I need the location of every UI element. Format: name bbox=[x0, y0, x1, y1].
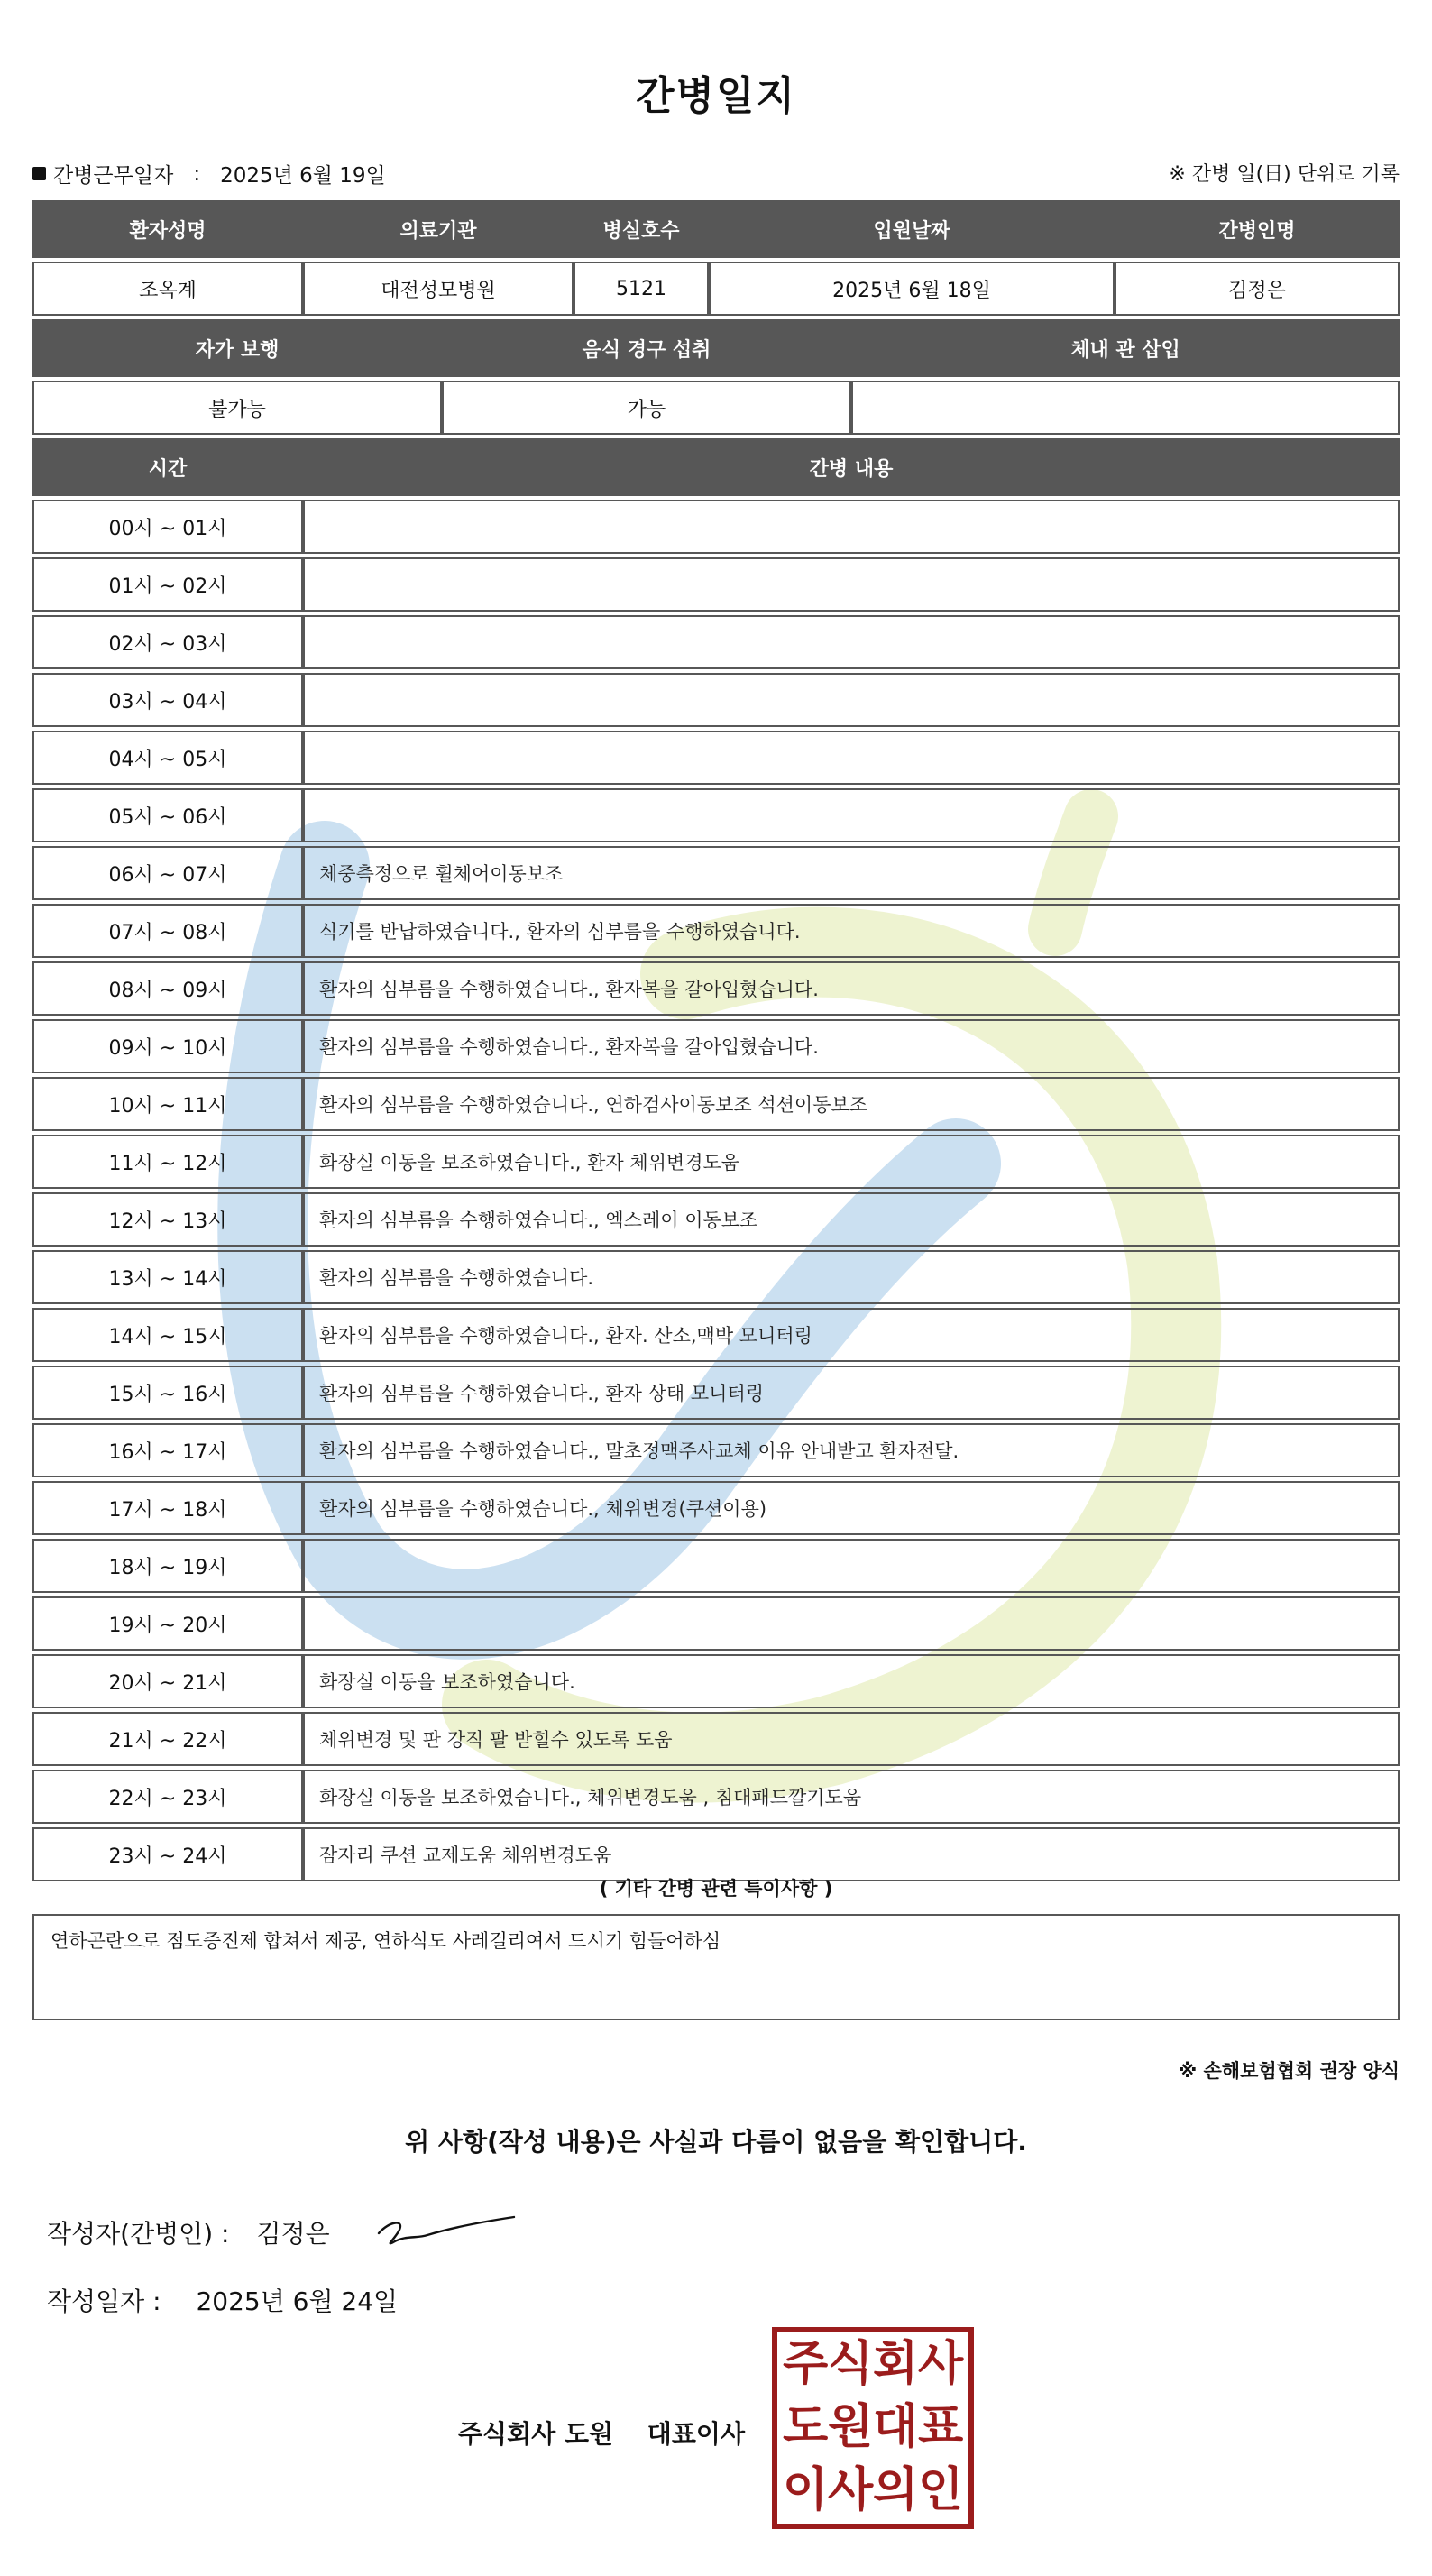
oral-intake-value: 가능 bbox=[442, 381, 851, 435]
log-note-cell bbox=[303, 557, 1400, 612]
confirm-statement: 위 사항(작성 내용)은 사실과 다름이 없음을 확인합니다. bbox=[405, 2127, 1027, 2157]
care-log-table bbox=[32, 435, 1400, 1885]
hospital-name: 대전성모병원 bbox=[303, 262, 574, 316]
seal-character: 식 bbox=[828, 2337, 874, 2391]
company-seal-stamp bbox=[772, 2327, 974, 2529]
care-log-body bbox=[32, 500, 1400, 1881]
care-log-row bbox=[32, 615, 1400, 669]
patient-info-table bbox=[32, 197, 1400, 319]
log-time-cell: 20시 ~ 21시 bbox=[32, 1654, 303, 1708]
writer-label: 작성자(간병인) : bbox=[47, 2219, 230, 2249]
writer-name: 김정은 bbox=[256, 2219, 330, 2249]
company-representative-title: 대표이사 bbox=[647, 2419, 745, 2449]
log-note-cell bbox=[303, 1539, 1400, 1593]
room-number: 5121 bbox=[574, 262, 709, 316]
seal-character: 원 bbox=[828, 2400, 874, 2454]
care-log-row bbox=[32, 1539, 1400, 1593]
care-log-row bbox=[32, 1712, 1400, 1766]
seal-row bbox=[777, 2332, 968, 2396]
log-time-cell: 19시 ~ 20시 bbox=[32, 1596, 303, 1651]
writer-line bbox=[47, 2214, 330, 2250]
header-oral-intake: 음식 경구 섭취 bbox=[442, 319, 851, 377]
log-time-cell: 01시 ~ 02시 bbox=[32, 557, 303, 612]
log-note-cell bbox=[303, 731, 1400, 785]
log-note-cell bbox=[303, 500, 1400, 554]
patient-status-value-row bbox=[32, 381, 1400, 435]
care-log-row bbox=[32, 1077, 1400, 1131]
care-log-row bbox=[32, 904, 1400, 958]
unit-note: ※ 간병 일(日) 단위로 기록 bbox=[1169, 163, 1400, 186]
remarks-title: ( 기타 간병 관련 특이사항 ) bbox=[599, 1878, 833, 1900]
seal-row bbox=[777, 2459, 968, 2522]
log-note-cell: 화장실 이동을 보조하였습니다. bbox=[303, 1654, 1400, 1708]
log-time-cell: 10시 ~ 11시 bbox=[32, 1077, 303, 1131]
company-name: 주식회사 도원 bbox=[458, 2419, 614, 2449]
log-time-cell: 17시 ~ 18시 bbox=[32, 1481, 303, 1535]
care-log-row bbox=[32, 961, 1400, 1016]
bullet-square-icon bbox=[32, 167, 46, 180]
log-note-cell: 환자의 심부름을 수행하였습니다. bbox=[303, 1250, 1400, 1304]
document-title: 간병일지 bbox=[635, 73, 796, 119]
log-note-cell: 환자의 심부름을 수행하였습니다., 환자. 산소,맥박 모니터링 bbox=[303, 1308, 1400, 1362]
care-log-row bbox=[32, 1770, 1400, 1824]
log-note-cell bbox=[303, 788, 1400, 842]
patient-status-table bbox=[32, 316, 1400, 438]
care-log-header-row bbox=[32, 438, 1400, 496]
caregiver-name: 김정은 bbox=[1115, 262, 1400, 316]
log-note-cell: 식기를 반납하였습니다., 환자의 심부름을 수행하였습니다. bbox=[303, 904, 1400, 958]
written-date-line bbox=[47, 2282, 398, 2318]
log-time-cell: 03시 ~ 04시 bbox=[32, 673, 303, 727]
work-date-line bbox=[32, 159, 386, 189]
log-time-cell: 04시 ~ 05시 bbox=[32, 731, 303, 785]
seal-character: 이 bbox=[783, 2463, 829, 2517]
log-note-cell: 환자의 심부름을 수행하였습니다., 환자 상태 모니터링 bbox=[303, 1366, 1400, 1420]
written-date-value: 2025년 6월 24일 bbox=[196, 2286, 399, 2316]
header-care-content: 간병 내용 bbox=[303, 438, 1400, 496]
seal-character: 인 bbox=[918, 2463, 964, 2517]
log-time-cell: 21시 ~ 22시 bbox=[32, 1712, 303, 1766]
log-time-cell: 09시 ~ 10시 bbox=[32, 1019, 303, 1073]
log-time-cell: 12시 ~ 13시 bbox=[32, 1192, 303, 1247]
care-log-row bbox=[32, 1135, 1400, 1189]
seal-character: 대 bbox=[873, 2400, 919, 2454]
work-date-label: 간병근무일자 bbox=[53, 164, 174, 188]
seal-character: 사 bbox=[918, 2337, 964, 2391]
header-time: 시간 bbox=[32, 438, 303, 496]
work-date-value: 2025년 6월 19일 bbox=[220, 164, 386, 188]
care-log-row bbox=[32, 1019, 1400, 1073]
log-note-cell: 체위변경 및 판 강직 팔 받힐수 있도록 도움 bbox=[303, 1712, 1400, 1766]
header-room-number: 병실호수 bbox=[574, 200, 709, 258]
care-log-row bbox=[32, 1827, 1400, 1881]
care-log-row bbox=[32, 1308, 1400, 1362]
admission-date: 2025년 6월 18일 bbox=[709, 262, 1115, 316]
log-note-cell bbox=[303, 615, 1400, 669]
log-note-cell: 환자의 심부름을 수행하였습니다., 환자복을 갈아입혔습니다. bbox=[303, 1019, 1400, 1073]
log-note-cell: 화장실 이동을 보조하였습니다., 체위변경도움 , 침대패드깔기도움 bbox=[303, 1770, 1400, 1824]
log-time-cell: 02시 ~ 03시 bbox=[32, 615, 303, 669]
log-time-cell: 16시 ~ 17시 bbox=[32, 1423, 303, 1477]
seal-character: 주 bbox=[783, 2337, 829, 2391]
log-time-cell: 05시 ~ 06시 bbox=[32, 788, 303, 842]
log-note-cell: 환자의 심부름을 수행하였습니다., 체위변경(쿠션이용) bbox=[303, 1481, 1400, 1535]
seal-character: 회 bbox=[873, 2337, 919, 2391]
seal-row bbox=[777, 2396, 968, 2459]
log-time-cell: 18시 ~ 19시 bbox=[32, 1539, 303, 1593]
form-note: ※ 손해보험협회 권장 양식 bbox=[1178, 2060, 1400, 2082]
header-tube-insertion: 체내 관 삽입 bbox=[851, 319, 1400, 377]
seal-character: 사 bbox=[828, 2463, 874, 2517]
care-log-row bbox=[32, 846, 1400, 900]
header-admission-date: 입원날짜 bbox=[709, 200, 1115, 258]
patient-name: 조옥계 bbox=[32, 262, 303, 316]
care-log-row bbox=[32, 731, 1400, 785]
work-date-colon: : bbox=[193, 161, 201, 186]
care-log-row bbox=[32, 1654, 1400, 1708]
care-log-row bbox=[32, 1366, 1400, 1420]
header-self-walking: 자가 보행 bbox=[32, 319, 442, 377]
header-patient-name: 환자성명 bbox=[32, 200, 303, 258]
log-time-cell: 11시 ~ 12시 bbox=[32, 1135, 303, 1189]
log-time-cell: 14시 ~ 15시 bbox=[32, 1308, 303, 1362]
seal-character: 표 bbox=[918, 2400, 964, 2454]
signature-icon bbox=[370, 2208, 523, 2253]
company-line bbox=[458, 2415, 745, 2451]
seal-character: 의 bbox=[873, 2463, 919, 2517]
log-time-cell: 23시 ~ 24시 bbox=[32, 1827, 303, 1881]
care-log-row bbox=[32, 1423, 1400, 1477]
care-log-row bbox=[32, 1596, 1400, 1651]
log-note-cell: 화장실 이동을 보조하였습니다., 환자 체위변경도움 bbox=[303, 1135, 1400, 1189]
patient-info-header-row bbox=[32, 200, 1400, 258]
seal-character: 도 bbox=[783, 2400, 829, 2454]
log-note-cell bbox=[303, 673, 1400, 727]
remarks-box: 연하곤란으로 점도증진제 합쳐서 제공, 연하식도 사레걸리여서 드시기 힘들어하심 bbox=[32, 1914, 1400, 2020]
log-time-cell: 22시 ~ 23시 bbox=[32, 1770, 303, 1824]
log-time-cell: 08시 ~ 09시 bbox=[32, 961, 303, 1016]
header-hospital: 의료기관 bbox=[303, 200, 574, 258]
log-time-cell: 15시 ~ 16시 bbox=[32, 1366, 303, 1420]
log-time-cell: 07시 ~ 08시 bbox=[32, 904, 303, 958]
care-log-row bbox=[32, 788, 1400, 842]
log-note-cell: 잠자리 쿠션 교제도움 체위변경도움 bbox=[303, 1827, 1400, 1881]
log-time-cell: 06시 ~ 07시 bbox=[32, 846, 303, 900]
self-walking-value: 불가능 bbox=[32, 381, 442, 435]
header-caregiver-name: 간병인명 bbox=[1115, 200, 1400, 258]
care-log-row bbox=[32, 1192, 1400, 1247]
care-log-row bbox=[32, 557, 1400, 612]
care-log-row bbox=[32, 1481, 1400, 1535]
log-time-cell: 00시 ~ 01시 bbox=[32, 500, 303, 554]
care-log-row bbox=[32, 1250, 1400, 1304]
log-note-cell bbox=[303, 1596, 1400, 1651]
log-note-cell: 환자의 심부름을 수행하였습니다., 환자복을 갈아입혔습니다. bbox=[303, 961, 1400, 1016]
log-time-cell: 13시 ~ 14시 bbox=[32, 1250, 303, 1304]
log-note-cell: 환자의 심부름을 수행하였습니다., 엑스레이 이동보조 bbox=[303, 1192, 1400, 1247]
care-log-row bbox=[32, 500, 1400, 554]
log-note-cell: 체중측정으로 휠체어이동보조 bbox=[303, 846, 1400, 900]
patient-status-header-row bbox=[32, 319, 1400, 377]
written-date-label: 작성일자 : bbox=[47, 2286, 161, 2316]
tube-insertion-value bbox=[851, 381, 1400, 435]
log-note-cell: 환자의 심부름을 수행하였습니다., 말초정맥주사교체 이유 안내받고 환자전달. bbox=[303, 1423, 1400, 1477]
patient-info-value-row bbox=[32, 262, 1400, 316]
log-note-cell: 환자의 심부름을 수행하였습니다., 연하검사이동보조 석션이동보조 bbox=[303, 1077, 1400, 1131]
care-log-row bbox=[32, 673, 1400, 727]
